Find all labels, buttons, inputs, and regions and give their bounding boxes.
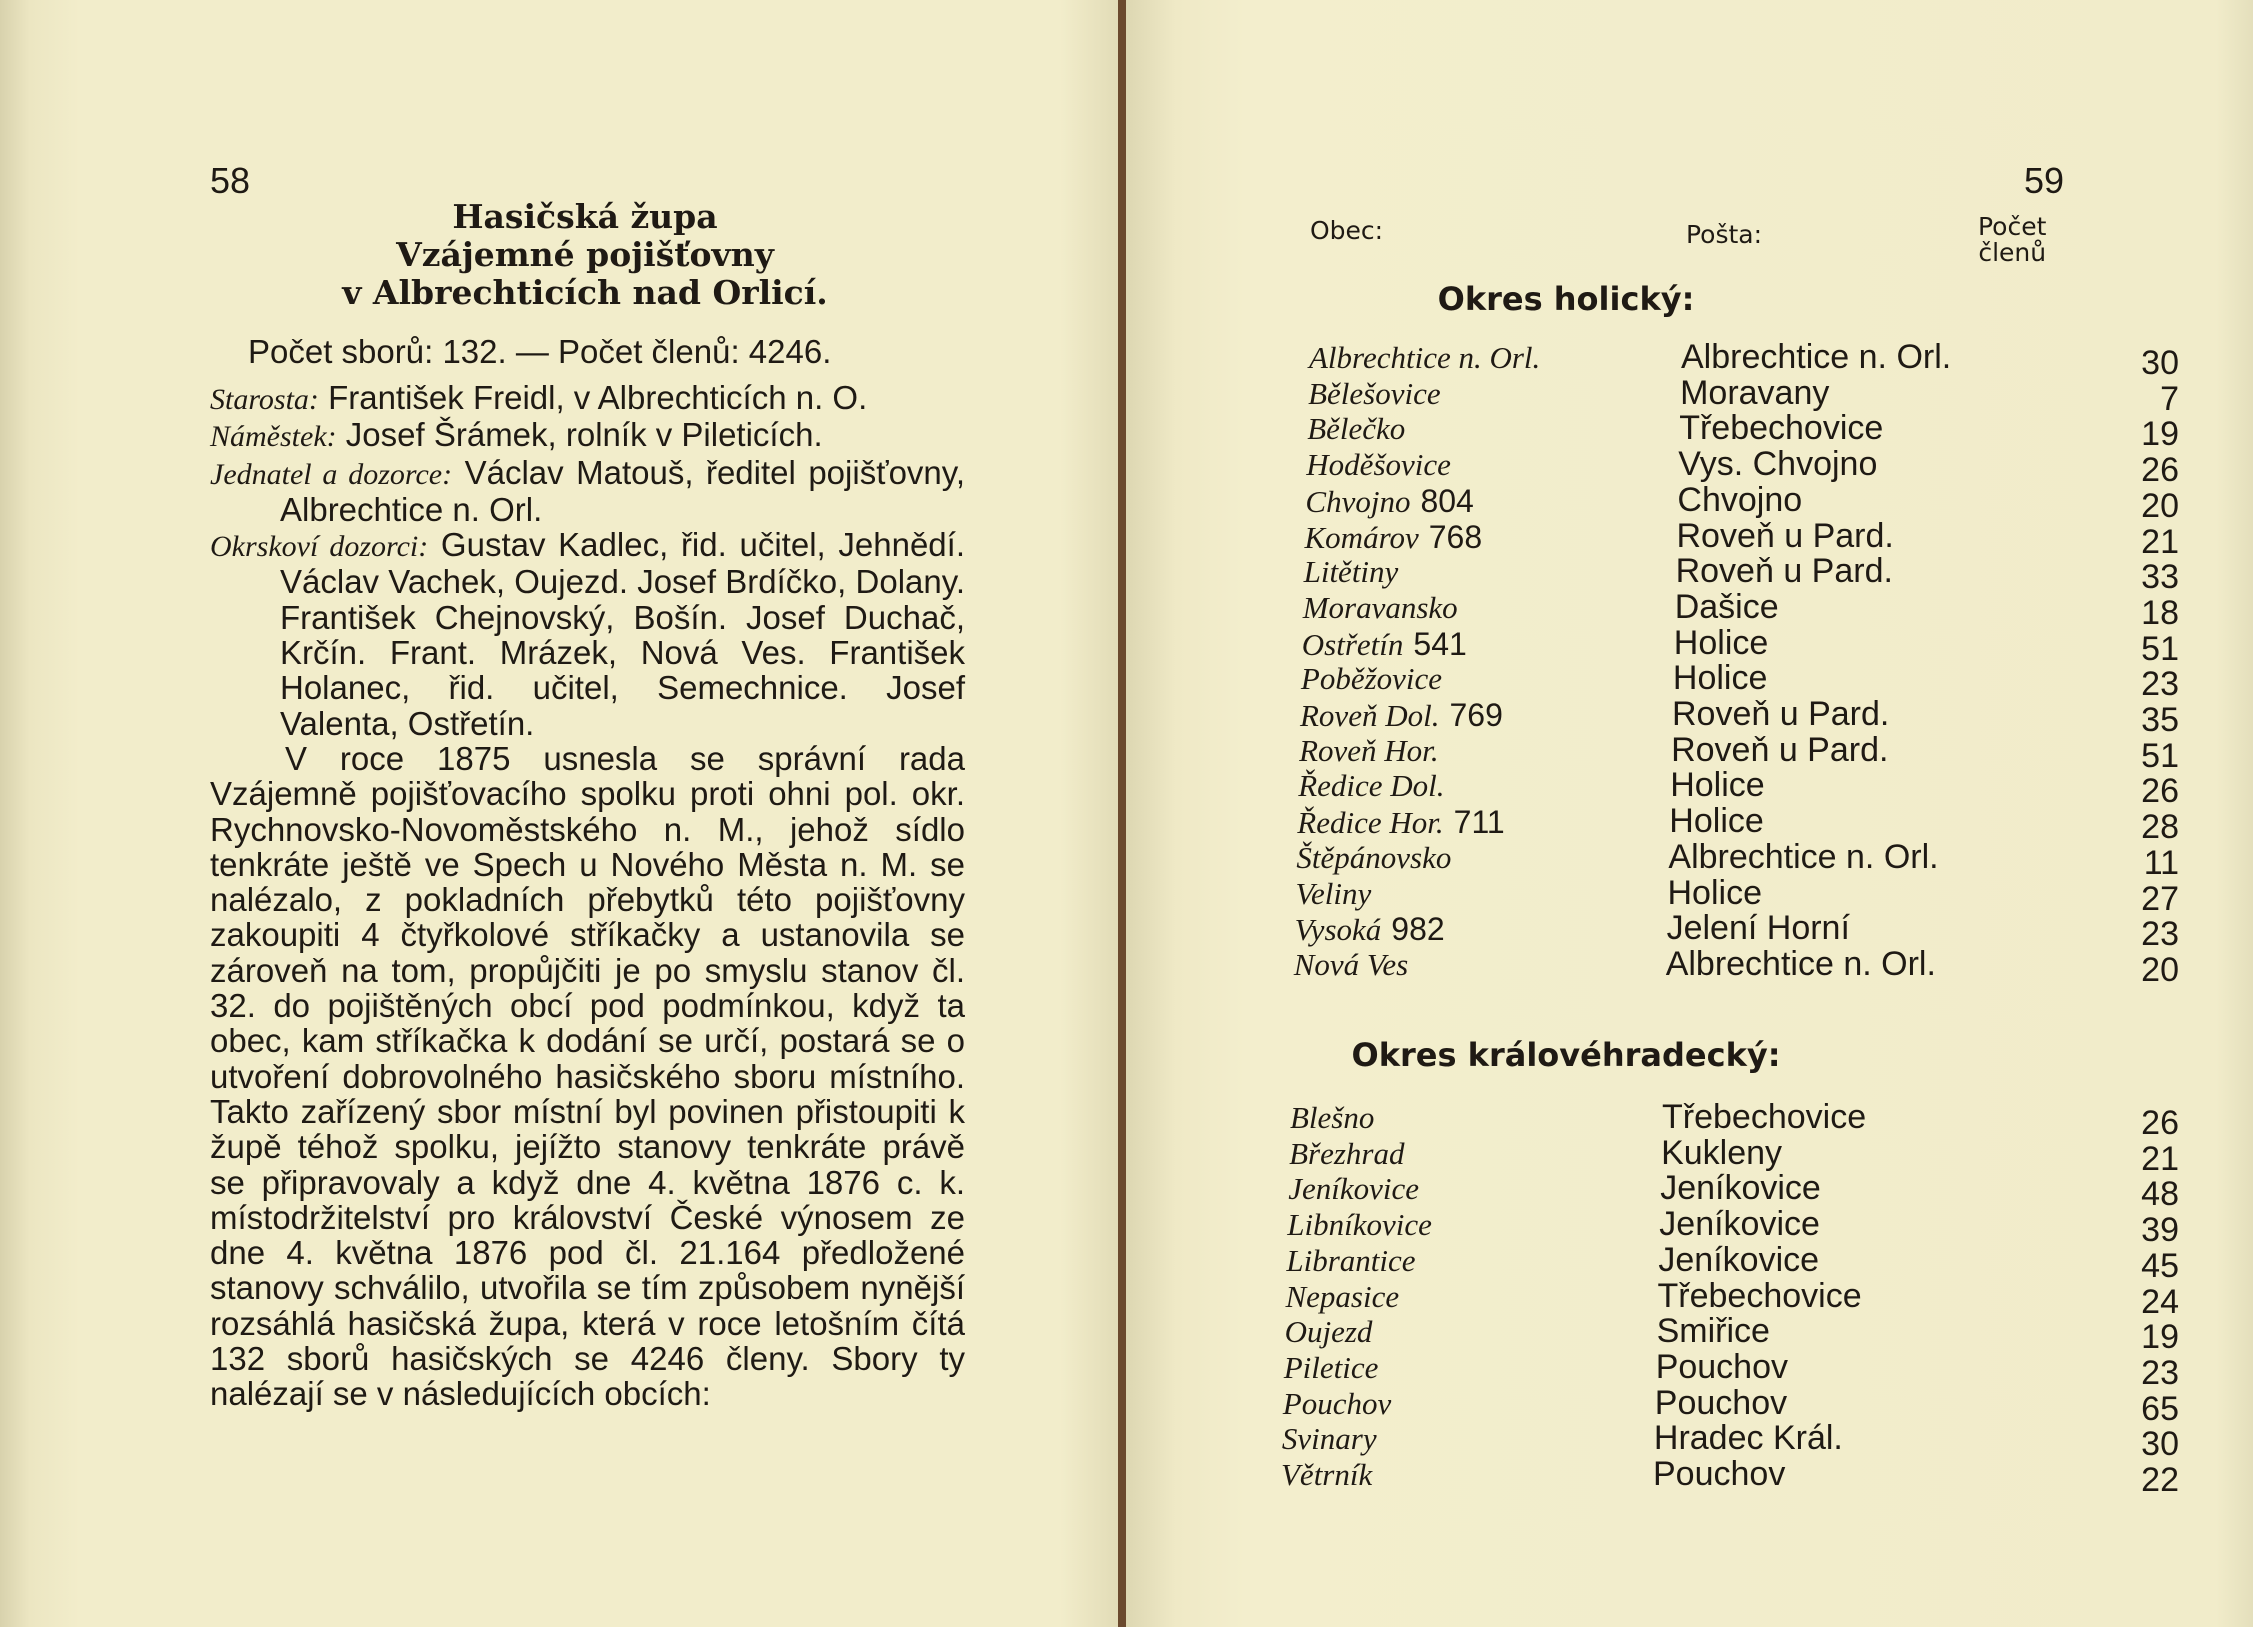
post-office-cell: Roveň u Pard.	[1671, 730, 1889, 769]
post-office-cell: Třebechovice	[1679, 409, 1884, 448]
table-row	[1126, 1383, 2253, 1428]
member-count-cell: 30	[2141, 344, 2179, 382]
officer-dozorci	[210, 527, 965, 741]
member-count-cell: 51	[2141, 629, 2179, 668]
municipality-cell	[1284, 1350, 1379, 1386]
municipality-name: Bělečko	[1307, 411, 1406, 447]
post-office-cell: Pouchov	[1654, 1383, 1788, 1422]
officer-text: Gustav Kadlec, řid. učitel, Jehnědí. Václav Vachek, Oujezd. Josef Brdíčko, Dolany. František Chejnovský, Bošín. Josef Duchač, Krčín. Frant. Mrázek, Nová Ves. František Holanec, řid. učitel, Semechnice. Josef Valenta, Ostřetín.	[280, 526, 965, 742]
municipality-name: Ředice Hor.	[1297, 805, 1444, 841]
municipality-cell	[1301, 661, 1442, 697]
house-number: 769	[1449, 697, 1503, 733]
municipality-name: Jeníkovice	[1288, 1171, 1419, 1207]
municipality-cell	[1290, 1100, 1374, 1136]
house-number: 711	[1453, 804, 1505, 841]
municipality-cell	[1305, 519, 1483, 556]
title-line-1: Hasičská župa	[452, 197, 718, 236]
municipality-cell	[1297, 804, 1504, 841]
municipality-name: Piletice	[1283, 1349, 1379, 1385]
post-office-cell: Dašice	[1674, 587, 1779, 626]
post-office-cell: Pouchov	[1653, 1455, 1786, 1493]
table-row	[1126, 1098, 2253, 1142]
column-header-pocet	[1978, 214, 2046, 266]
member-count-cell: 51	[2141, 736, 2179, 775]
municipality-name: Veliny	[1295, 875, 1372, 911]
municipality-cell	[1285, 1314, 1373, 1350]
post-office-cell: Roveň u Pard.	[1676, 516, 1894, 555]
table-row	[1126, 623, 2253, 668]
municipality-name: Chvojno	[1305, 483, 1411, 519]
post-office-cell: Holice	[1669, 802, 1764, 841]
post-office-cell: Chvojno	[1677, 480, 1803, 519]
officer-namestek	[210, 417, 965, 454]
municipality-name: Bělešovice	[1308, 375, 1441, 411]
table-row	[1126, 1205, 2253, 1250]
column-header-pocet-line1: Počet	[1978, 212, 2047, 241]
municipality-cell	[1307, 411, 1405, 447]
municipality-cell	[1306, 447, 1451, 483]
member-count-cell: 21	[2141, 1139, 2179, 1178]
member-count-cell: 45	[2141, 1246, 2179, 1285]
municipality-cell	[1282, 1421, 1377, 1457]
municipality-name: Březhrad	[1289, 1135, 1405, 1171]
municipality-cell	[1287, 1207, 1432, 1243]
post-office-cell: Jeníkovice	[1660, 1169, 1821, 1208]
member-count-cell: 22	[2141, 1461, 2179, 1499]
officer-jednatel	[210, 455, 965, 528]
municipality-cell	[1288, 1171, 1419, 1207]
municipality-name: Librantice	[1286, 1242, 1416, 1278]
municipality-name: Roveň Dol.	[1300, 698, 1440, 733]
post-office-cell: Holice	[1673, 623, 1769, 662]
table-row	[1126, 873, 2253, 918]
municipality-cell	[1296, 840, 1451, 876]
municipality-cell	[1298, 768, 1444, 804]
post-office-cell: Jeníkovice	[1659, 1205, 1820, 1244]
municipality-cell	[1302, 626, 1467, 663]
book-gutter	[1118, 0, 1126, 1627]
table-row	[1126, 944, 2253, 989]
municipality-name: Poběžovice	[1300, 661, 1443, 697]
left-page	[0, 0, 1118, 1627]
role-label: Starosta:	[210, 383, 319, 416]
house-number: 541	[1413, 625, 1467, 662]
role-label: Okrskoví dozorci:	[210, 530, 429, 564]
table-row	[1126, 409, 2253, 454]
post-office-cell: Hradec Král.	[1653, 1419, 1843, 1458]
page-number-left: 58	[210, 160, 251, 201]
table-row	[1126, 480, 2253, 525]
section-heading-kralovehradecky: Okres královéhradecký:	[1351, 1036, 1781, 1074]
member-count-cell: 26	[2141, 772, 2179, 811]
member-count-cell: 19	[2141, 1318, 2179, 1357]
role-label: Náměstek:	[210, 420, 337, 454]
right-page	[1126, 0, 2253, 1627]
table-row	[1126, 659, 2253, 704]
municipality-name: Oujezd	[1284, 1314, 1373, 1350]
column-header-obec: Obec:	[1310, 216, 1384, 245]
post-office-cell: Holice	[1667, 873, 1762, 912]
municipality-cell	[1303, 590, 1458, 626]
member-count-cell: 27	[2141, 879, 2179, 918]
post-office-cell: Holice	[1672, 659, 1768, 698]
post-office-cell: Holice	[1670, 766, 1765, 805]
municipality-cell	[1308, 376, 1441, 412]
post-office-cell: Jeníkovice	[1658, 1240, 1820, 1279]
municipality-name: Pouchov	[1282, 1385, 1392, 1421]
member-count-cell: 20	[2141, 486, 2179, 525]
post-office-cell: Moravany	[1680, 373, 1830, 412]
municipality-name: Albrechtice n. Orl.	[1309, 340, 1541, 375]
table-row	[1126, 837, 2253, 882]
municipality-name: Nová Ves	[1293, 946, 1409, 982]
member-count-cell: 35	[2141, 701, 2179, 739]
member-count-cell: 23	[2141, 665, 2179, 704]
municipality-name: Litětiny	[1303, 554, 1399, 590]
table-row	[1126, 338, 2253, 382]
post-office-cell: Smiřice	[1656, 1312, 1770, 1351]
table-row	[1126, 1455, 2253, 1499]
table-row	[1126, 730, 2253, 775]
municipality-name: Ředice Dol.	[1298, 768, 1445, 804]
municipality-name: Moravansko	[1302, 589, 1458, 625]
table-row	[1126, 1169, 2253, 1214]
officer-starosta	[210, 380, 965, 417]
member-count-cell: 33	[2141, 558, 2179, 597]
table-row	[1126, 1347, 2253, 1392]
member-count-cell: 23	[2141, 915, 2179, 954]
member-count-cell: 65	[2141, 1389, 2179, 1428]
municipality-name: Ostřetín	[1301, 626, 1404, 662]
municipality-name: Štěpánovsko	[1296, 839, 1452, 875]
title-line-3: v Albrechticích nad Orlicí.	[342, 273, 828, 312]
member-count-cell: 26	[2141, 451, 2179, 490]
member-count-cell: 30	[2141, 1425, 2179, 1464]
post-office-cell: Albrechtice n. Orl.	[1681, 338, 1952, 376]
municipality-cell	[1289, 1136, 1404, 1172]
municipality-cell	[1281, 1457, 1372, 1493]
municipality-name: Hoděšovice	[1306, 447, 1451, 483]
municipality-cell	[1283, 1386, 1391, 1422]
municipality-cell	[1286, 1279, 1400, 1315]
table-row	[1126, 1276, 2253, 1321]
table-row	[1126, 587, 2253, 632]
house-number: 804	[1420, 482, 1474, 519]
officer-text: František Freidl, v Albrechticích n. O.	[328, 379, 868, 416]
member-count-cell: 19	[2141, 415, 2179, 454]
post-office-cell: Třebechovice	[1657, 1276, 1862, 1315]
municipality-name: Nepasice	[1285, 1278, 1400, 1314]
table-row	[1126, 1419, 2253, 1464]
table-row	[1126, 552, 2253, 597]
section-heading-holicky: Okres holický:	[1437, 280, 1695, 318]
table-row	[1126, 1133, 2253, 1178]
table-row	[1126, 1240, 2253, 1285]
member-count-cell: 7	[2160, 379, 2179, 418]
post-office-cell: Kukleny	[1661, 1133, 1783, 1172]
table-row	[1126, 802, 2253, 847]
municipality-name: Libníkovice	[1287, 1207, 1432, 1243]
member-count-cell: 20	[2141, 950, 2179, 989]
role-label: Jednatel a dozorce:	[210, 457, 453, 491]
member-count-cell: 21	[2141, 522, 2179, 561]
member-count-cell: 23	[2141, 1353, 2179, 1392]
column-header-pocet-line2: členů	[1978, 238, 2047, 267]
table-row	[1126, 909, 2253, 954]
table-row	[1126, 445, 2253, 490]
post-office-cell: Albrechtice n. Orl.	[1668, 837, 1939, 876]
body-paragraph: V roce 1875 usnesla se správní rada Vzájemně pojišťovacího spolku proti ohni pol. okr. Rychnovsko-Novoměstského n. M., jehož sídlo tenkráte ještě ve Spech u Nového Města n. M. se nalézalo, z pokladních přebytků této pojišťovny zakoupiti 4 čtyřkolové stříkačky a ustanovila se zároveň na tom, propůjčiti je po smyslu stanov čl. 32. do pojištěných obcí pod podmínkou, když ta obec, kam stříkačka k dodání se určí, postará se o utvoření dobrovolného hasičského sboru místního. Takto zařízený sbor místní byl povinen přistoupiti k župě téhož spolku, jejížto stanovy tenkráte právě se připravovaly a když dne 4. května 1876 c. k. místodržitelství pro království České výnosem ze dne 4. května 1876 pod čl. 21.164 předložené stanovy schválilo, utvořila se tím způsobem nynější rozsáhlá hasičská župa, která v roce letošním čítá 132 sborů hasičských se 4246 členy. Sbory ty nalézají se v následujících obcích:	[210, 739, 965, 1413]
column-header-posta: Pošta:	[1686, 220, 1763, 249]
post-office-cell: Albrechtice n. Orl.	[1665, 944, 1936, 983]
page-number-right: 59	[2024, 160, 2065, 201]
municipality-cell	[1304, 554, 1399, 590]
post-office-cell: Roveň u Pard.	[1672, 695, 1890, 733]
member-count-cell: 28	[2141, 808, 2179, 847]
house-number: 982	[1391, 911, 1445, 948]
officer-text: Josef Šrámek, rolník v Pileticích.	[345, 416, 823, 454]
municipality-cell	[1294, 947, 1409, 983]
post-office-cell: Jelení Horní	[1666, 909, 1850, 948]
table-row	[1126, 1312, 2253, 1357]
municipality-cell	[1300, 697, 1503, 734]
table-row	[1126, 695, 2253, 739]
officers-block	[210, 380, 965, 1412]
post-office-cell: Pouchov	[1655, 1347, 1789, 1386]
post-office-cell: Roveň u Pard.	[1675, 552, 1893, 591]
municipality-cell	[1309, 340, 1540, 376]
post-office-cell: Třebechovice	[1662, 1098, 1867, 1136]
table-row	[1126, 373, 2253, 418]
member-count-cell: 48	[2141, 1175, 2179, 1214]
municipality-name: Blešno	[1290, 1100, 1375, 1135]
table-row	[1126, 516, 2253, 561]
summary-line: Počet sborů: 132. — Počet členů: 4246.	[248, 333, 832, 370]
title-line-2: Vzájemné pojišťovny	[396, 235, 774, 274]
post-office-cell: Vys. Chvojno	[1678, 445, 1878, 484]
municipality-cell	[1305, 483, 1473, 520]
member-count-cell: 24	[2141, 1282, 2179, 1321]
house-number: 768	[1428, 518, 1483, 555]
officer-text: Václav Matouš, ředitel pojišťovny, Albrechtice n. Orl.	[280, 453, 965, 528]
member-count-cell: 39	[2141, 1211, 2179, 1250]
municipality-cell	[1296, 876, 1372, 912]
municipality-name: Roveň Hor.	[1299, 732, 1439, 768]
member-count-cell: 26	[2141, 1104, 2179, 1142]
municipality-name: Vysoká	[1294, 912, 1382, 948]
municipality-name: Větrník	[1281, 1457, 1373, 1492]
municipality-name: Svinary	[1281, 1421, 1377, 1457]
municipality-cell	[1286, 1243, 1415, 1279]
table-row	[1126, 766, 2253, 811]
member-count-cell: 18	[2141, 593, 2179, 632]
municipality-cell	[1299, 733, 1438, 769]
municipality-name: Komárov	[1304, 519, 1419, 555]
municipality-cell	[1295, 911, 1445, 948]
member-count-cell: 11	[2143, 843, 2179, 882]
